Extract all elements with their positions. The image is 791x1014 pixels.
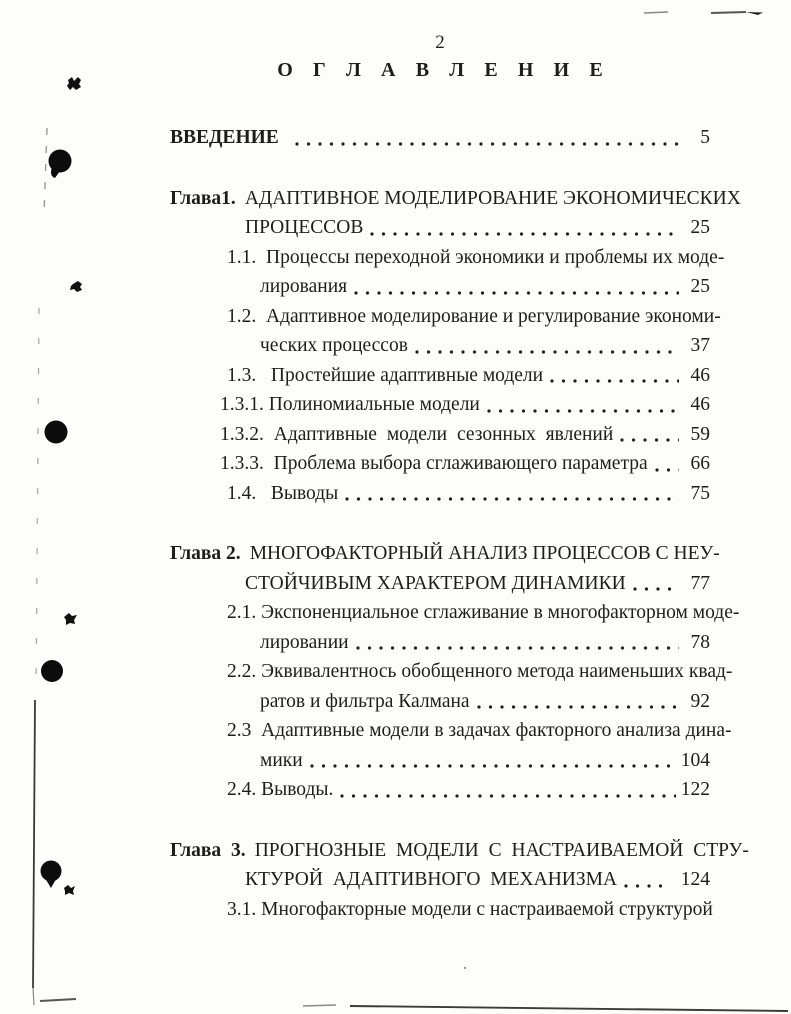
toc-entry-text: ческих процессов <box>260 335 408 356</box>
dot-leader <box>624 884 666 888</box>
toc-entry-text: 1.3.3. Проблема выбора сглаживающего параметра <box>220 453 648 474</box>
toc-page-number: 75 <box>690 482 710 504</box>
toc-page-number: 37 <box>690 335 710 356</box>
toc-entry-text: 1.1. Процессы переходной экономики и проблемы их моде- <box>227 246 725 268</box>
dot-leader <box>477 705 679 709</box>
toc-entry-prefix: Глава 3. <box>170 839 246 861</box>
toc-line <box>170 449 710 479</box>
toc-line <box>170 836 749 866</box>
page-number: 2 <box>435 32 445 53</box>
dot-leader <box>550 379 679 383</box>
dot-leader <box>370 232 679 236</box>
dot-leader <box>415 350 679 354</box>
scan-fold-line <box>36 308 39 696</box>
toc-line <box>170 479 710 509</box>
toc-entry-text: СТОЙЧИВЫМ ХАРАКТЕРОМ ДИНАМИКИ <box>245 572 626 594</box>
toc-entry-text: 2.4. Выводы. <box>227 779 334 800</box>
toc-line <box>170 123 710 153</box>
toc-line <box>170 895 713 925</box>
toc-entry-text: КТУРОЙ АДАПТИВНОГО МЕХАНИЗМА <box>245 869 618 890</box>
scan-speck <box>464 967 466 969</box>
toc-entry-text: АДАПТИВНОЕ МОДЕЛИРОВАНИЕ ЭКОНОМИЧЕСКИХ <box>244 187 741 209</box>
toc-entry-text: ПРОЦЕССОВ <box>245 217 364 238</box>
toc-page-number: 46 <box>685 394 710 415</box>
toc-page-number: 66 <box>690 453 710 474</box>
scan-streak <box>350 1006 788 1011</box>
toc-entry-text: 3.1. Многофакторные модели с настраиваемой структурой <box>227 898 713 920</box>
dot-leader <box>310 764 676 768</box>
toc-line <box>170 716 732 746</box>
toc-entry-text: МНОГОФАКТОРНЫЙ АНАЛИЗ ПРОЦЕССОВ С НЕУ- <box>249 543 720 564</box>
toc-line <box>170 746 710 776</box>
ink-blob <box>41 660 63 682</box>
toc-entry-prefix: Глава1. <box>170 187 236 209</box>
toc-page-number: 78 <box>690 631 710 653</box>
toc-content-column <box>170 32 749 924</box>
dot-leader <box>340 794 675 798</box>
ink-blob <box>49 150 72 173</box>
ink-mark <box>70 281 82 292</box>
scan-streak <box>746 12 763 15</box>
dot-leader <box>655 468 679 472</box>
scan-streak <box>644 12 668 13</box>
dot-leader <box>345 497 679 501</box>
dot-leader <box>295 142 679 146</box>
toc-entry-text: ПРОГНОЗНЫЕ МОДЕЛИ С НАСТРАИВАЕМОЙ СТРУ- <box>254 839 749 861</box>
scan-streak <box>711 12 746 13</box>
toc-line <box>170 687 710 717</box>
toc-page-number: 25 <box>690 217 710 238</box>
toc-line <box>170 272 710 302</box>
ink-mark <box>67 77 81 90</box>
toc-entry-prefix: Глава 2. <box>170 543 241 564</box>
toc-line <box>170 213 710 243</box>
toc-line <box>170 302 721 332</box>
ink-mark <box>64 885 75 895</box>
toc-line <box>170 628 710 658</box>
toc-entry-text: 2.3 Адаптивные модели в задачах факторного анализа дина- <box>227 720 732 741</box>
toc-entry-text: 1.3.1. Полиномиальные модели <box>220 394 480 415</box>
toc-entry-text: 2.2. Эквивалентнось обобщенного метода наименьших квад- <box>227 661 733 682</box>
ink-mark <box>64 613 77 625</box>
toc-line <box>170 539 720 569</box>
dot-leader <box>620 438 679 442</box>
toc-entry-text: ратов и фильтра Калмана <box>260 690 470 712</box>
toc-page-number: 124 <box>671 869 710 890</box>
scan-fold-line <box>33 988 34 1005</box>
toc-page-number: 25 <box>685 276 710 297</box>
dot-leader <box>487 409 679 413</box>
ink-blob <box>41 861 62 882</box>
dot-leader <box>633 587 679 591</box>
toc-page-number: 122 <box>680 779 710 800</box>
toc-entry-text: лирования <box>260 276 348 297</box>
toc-page-number: 77 <box>685 572 710 594</box>
toc-line <box>170 598 740 628</box>
toc-entry-prefix: ВВЕДЕНИЕ <box>170 127 279 148</box>
toc-line <box>170 865 710 895</box>
toc-line <box>170 775 710 805</box>
toc-page-number: 92 <box>685 690 710 712</box>
toc-page-number: 5 <box>700 127 710 148</box>
toc-entry-text: 2.1. Экспоненциальное сглаживание в многофакторном моде- <box>227 602 740 623</box>
toc-entry-text: 1.3.2. Адаптивные модели сезонных явлений <box>220 423 614 445</box>
scan-streak <box>40 999 76 1001</box>
toc-page-number: 46 <box>690 364 710 386</box>
table-of-contents <box>170 123 749 924</box>
dot-leader <box>356 646 679 650</box>
toc-entry-text: 1.2. Адаптивное моделирование и регулирование экономи- <box>227 305 721 327</box>
toc-page-number: 59 <box>690 423 710 445</box>
scan-fold-line <box>44 128 47 215</box>
scan-streak <box>303 1005 336 1006</box>
toc-line <box>170 331 710 361</box>
toc-entry-text: 1.4. Выводы <box>227 482 339 504</box>
toc-entry-text: лировании <box>260 631 349 653</box>
ink-blob <box>51 167 60 178</box>
toc-entry-text: мики <box>260 749 303 771</box>
toc-entry-text: 1.3. Простейшие адаптивные модели <box>227 364 544 386</box>
page-title: О Г Л А В Л Е Н И Е <box>277 59 611 81</box>
toc-line <box>170 420 710 450</box>
ink-blob <box>45 878 56 888</box>
toc-line <box>170 657 733 687</box>
toc-line <box>170 361 710 391</box>
dot-leader <box>354 291 679 295</box>
scan-fold-line <box>33 700 35 988</box>
toc-line <box>170 390 710 420</box>
toc-line <box>170 243 725 273</box>
toc-line <box>170 569 710 599</box>
toc-line <box>170 184 741 214</box>
toc-page-number: 104 <box>680 749 710 771</box>
ink-blob <box>45 421 68 444</box>
